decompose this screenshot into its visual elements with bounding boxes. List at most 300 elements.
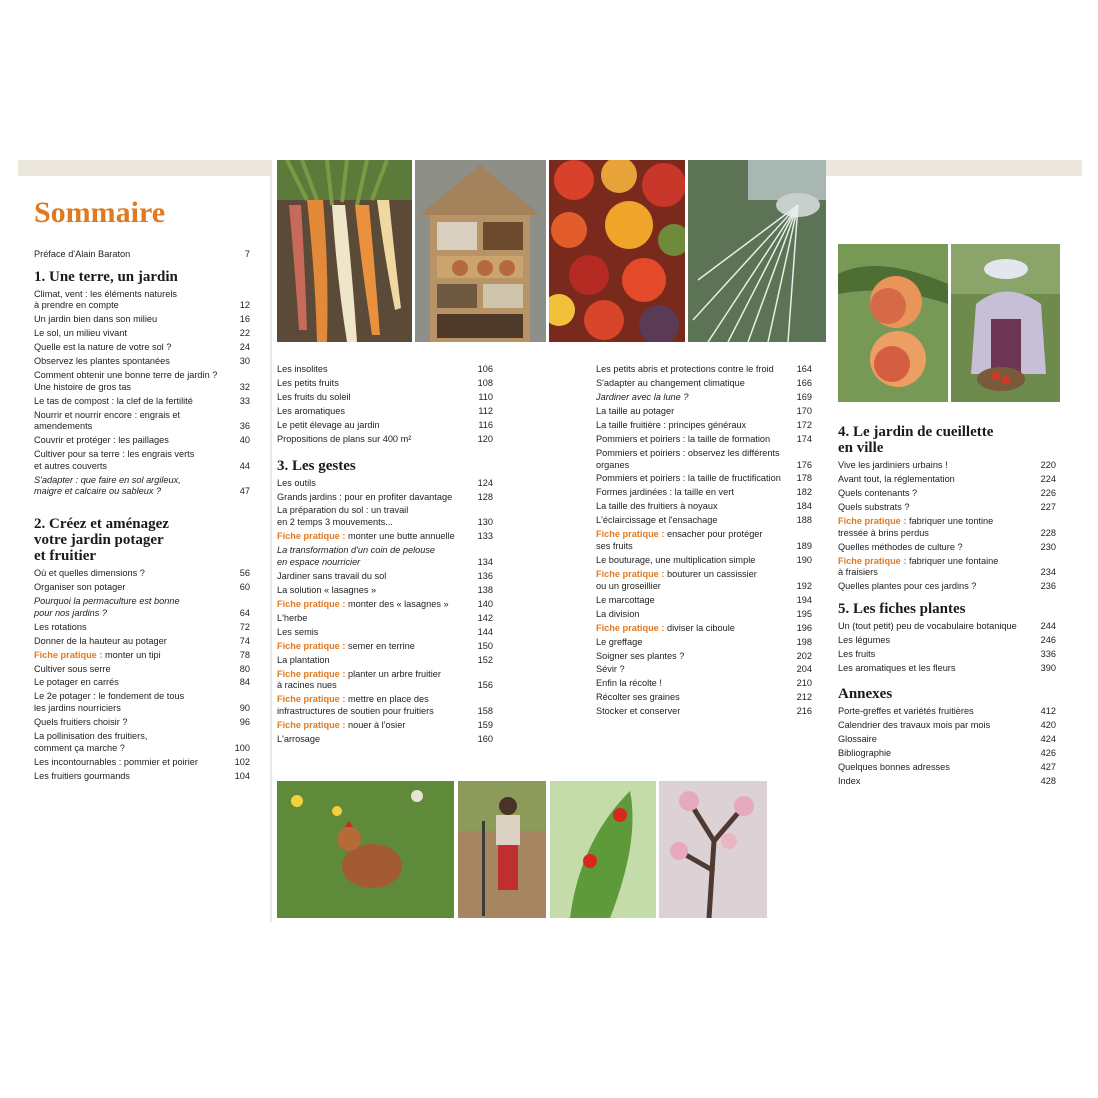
toc-entry[interactable] bbox=[34, 328, 250, 340]
toc-entry-label: La transformation d'un coin de pelouse en espace nourricier bbox=[277, 545, 436, 567]
toc-entry-label bbox=[277, 720, 478, 732]
toc-entry[interactable] bbox=[34, 757, 250, 769]
toc-entry-page: 12 bbox=[239, 300, 250, 311]
section-list-3-continued bbox=[596, 364, 812, 718]
toc-entry[interactable] bbox=[277, 669, 493, 692]
toc-entry[interactable] bbox=[277, 434, 493, 446]
toc-entry-page: 7 bbox=[244, 249, 250, 259]
toc-entry[interactable] bbox=[34, 475, 250, 498]
toc-entry[interactable] bbox=[34, 582, 250, 594]
section-title-1: 1. Une terre, un jardin bbox=[34, 268, 178, 285]
toc-entry-page: 224 bbox=[1040, 473, 1056, 484]
toc-entry-label: Les semis bbox=[277, 626, 319, 637]
section-list-4 bbox=[838, 460, 1056, 593]
toc-entry-page: 196 bbox=[796, 622, 812, 633]
toc-entry-label: Le sol, un milieu vivant bbox=[34, 328, 127, 339]
toc-entry-text: planter un arbre fruitier à racines nues bbox=[277, 668, 441, 691]
toc-entry[interactable] bbox=[838, 556, 1056, 579]
toc-entry-label: La préparation du sol : un travail en 2 temps 3 mouvements... bbox=[277, 505, 409, 528]
toc-entry-page: 60 bbox=[239, 581, 250, 592]
toc-entry-page: 192 bbox=[796, 580, 812, 591]
toc-entry-page: 128 bbox=[477, 491, 493, 502]
toc-entry-page: 212 bbox=[796, 692, 812, 703]
toc-entry-text: diviser la ciboule bbox=[666, 622, 735, 633]
toc-entry[interactable] bbox=[34, 314, 250, 326]
toc-entry[interactable] bbox=[277, 734, 493, 746]
toc-entry-label bbox=[596, 569, 797, 592]
toc-entry-label: La taille fruitière : principes généraux bbox=[596, 419, 747, 430]
toc-entry-page: 134 bbox=[477, 556, 493, 567]
toc-entry-page: 236 bbox=[1040, 581, 1056, 592]
toc-entry-page: 244 bbox=[1040, 620, 1056, 631]
toc-entry[interactable] bbox=[34, 396, 250, 408]
fiche-pratique-label: Fiche pratique : bbox=[838, 515, 907, 526]
toc-entry-label: Donner de la hauteur au potager bbox=[34, 635, 167, 646]
toc-entry-label: Stocker et conserver bbox=[596, 706, 681, 717]
toc-entry[interactable] bbox=[34, 289, 250, 312]
toc-entry-label: L'éclaircissage et l'ensachage bbox=[596, 515, 718, 526]
toc-entry-label: Calendrier des travaux mois par mois bbox=[838, 720, 991, 731]
toc-entry-page: 112 bbox=[478, 405, 493, 416]
toc-entry-label: Vive les jardiniers urbains ! bbox=[838, 460, 948, 470]
toc-entry-page: 133 bbox=[477, 531, 493, 542]
toc-entry[interactable] bbox=[838, 663, 1056, 675]
toc-entry[interactable] bbox=[277, 406, 493, 418]
fiche-pratique-label: Fiche pratique : bbox=[596, 568, 665, 579]
toc-entry-text: monter un tipi bbox=[104, 649, 161, 660]
toc-entry[interactable] bbox=[277, 655, 493, 667]
toc-entry-page: 158 bbox=[477, 705, 493, 716]
toc-entry-label: La plantation bbox=[277, 654, 330, 665]
toc-entry-page: 64 bbox=[239, 607, 250, 618]
toc-entry-page: 420 bbox=[1040, 720, 1056, 731]
section-list-2 bbox=[34, 568, 250, 782]
toc-entry[interactable] bbox=[34, 356, 250, 368]
toc-entry-page: 228 bbox=[1040, 527, 1056, 538]
toc-entry-label: Les fruits bbox=[838, 648, 876, 659]
toc-entry[interactable] bbox=[34, 771, 250, 783]
toc-entry-page: 189 bbox=[796, 541, 812, 552]
photo-gardener bbox=[458, 781, 546, 918]
toc-entry-text: monter une butte annuelle bbox=[347, 531, 455, 542]
toc-entry-label: Les fruitiers gourmands bbox=[34, 770, 131, 781]
toc-entry-page: 22 bbox=[239, 328, 250, 339]
section-list-2-continued bbox=[277, 364, 493, 446]
toc-entry-label: Les petits fruits bbox=[277, 377, 339, 388]
toc-entry[interactable] bbox=[596, 678, 812, 690]
toc-entry-page: 152 bbox=[477, 654, 493, 665]
section-title-5: 5. Les fiches plantes bbox=[838, 600, 966, 617]
toc-entry[interactable] bbox=[34, 449, 250, 472]
toc-entry-label: Quelles méthodes de culture ? bbox=[838, 541, 963, 552]
toc-entry-page: 116 bbox=[478, 419, 493, 430]
toc-entry[interactable] bbox=[277, 585, 493, 597]
toc-entry-page: 159 bbox=[477, 719, 493, 730]
toc-entry-label bbox=[596, 529, 797, 552]
toc-entry-page: 170 bbox=[796, 405, 812, 416]
toc-entry[interactable] bbox=[838, 516, 1056, 539]
toc-entry-page: 144 bbox=[477, 626, 493, 637]
toc-entry-page: 96 bbox=[239, 717, 250, 728]
toc-entry-label: Le 2e potager : le fondement de tous les jardins nourriciers bbox=[34, 691, 185, 714]
toc-entry[interactable] bbox=[596, 487, 812, 499]
toc-entry[interactable] bbox=[34, 677, 250, 689]
toc-entry[interactable] bbox=[596, 473, 812, 485]
toc-entry-page: 140 bbox=[477, 598, 493, 609]
toc-entry-text: ensacher pour protéger ses fruits bbox=[596, 529, 763, 552]
toc-entry[interactable] bbox=[596, 501, 812, 513]
toc-entry-page: 169 bbox=[796, 391, 812, 402]
toc-entry-text: fabriquer une tontine tressée à brins perdus bbox=[838, 515, 994, 538]
section-list-1 bbox=[34, 289, 250, 498]
toc-entry[interactable] bbox=[596, 692, 812, 704]
toc-entry-page: 424 bbox=[1040, 734, 1056, 745]
toc-entry-page: 220 bbox=[1040, 460, 1056, 470]
photo-watering bbox=[688, 160, 826, 342]
toc-entry-text: mettre en place des infrastructures de soutien pour fruitiers bbox=[277, 694, 434, 716]
section-title-2: 2. Créez et aménagez votre jardin potager et fruitier bbox=[34, 516, 169, 564]
toc-entry[interactable] bbox=[596, 623, 812, 635]
fiche-pratique-label: Fiche pratique : bbox=[277, 668, 346, 679]
fiche-pratique-label: Fiche pratique : bbox=[596, 529, 665, 540]
toc-entry-page: 234 bbox=[1040, 567, 1056, 578]
toc-entry[interactable] bbox=[277, 641, 493, 653]
toc-entry-label: Les légumes bbox=[838, 634, 891, 645]
toc-entry-label: L'arrosage bbox=[277, 733, 321, 744]
toc-entry-page: 100 bbox=[234, 742, 250, 753]
toc-entry-page: 204 bbox=[796, 664, 812, 675]
toc-entry-label bbox=[596, 623, 797, 635]
toc-entry-label: Formes jardinées : la taille en vert bbox=[596, 487, 734, 498]
toc-entry-page: 32 bbox=[239, 381, 250, 392]
section-title-4: 4. Le jardin de cueillette en ville bbox=[838, 424, 994, 456]
toc-entry[interactable] bbox=[838, 734, 1056, 746]
toc-entry-label: Le greffage bbox=[596, 636, 643, 647]
toc-entry[interactable] bbox=[34, 636, 250, 648]
toc-entry-page: 24 bbox=[239, 342, 250, 353]
toc-entry-label: Pommiers et poiriers : la taille de formation bbox=[596, 433, 771, 444]
toc-entry-label: Les aromatiques bbox=[277, 405, 345, 416]
photo-blossoms bbox=[659, 781, 767, 918]
toc-entry-page: 33 bbox=[239, 395, 250, 406]
toc-entry[interactable] bbox=[277, 613, 493, 625]
toc-entry-page: 160 bbox=[477, 733, 493, 744]
toc-entry[interactable] bbox=[277, 478, 493, 490]
toc-entry-page: 176 bbox=[796, 459, 812, 470]
toc-entry-page: 226 bbox=[1040, 487, 1056, 498]
toc-entry-page: 136 bbox=[477, 570, 493, 581]
toc-entry-text: nouer à l'osier bbox=[347, 719, 406, 730]
toc-entry-label: La solution « lasagnes » bbox=[277, 584, 377, 595]
toc-entry-page: 336 bbox=[1040, 648, 1056, 659]
toc-entry-page: 142 bbox=[477, 612, 493, 623]
toc-entry-text: fabriquer une fontaine à fraisiers bbox=[838, 555, 999, 578]
toc-entry-label: Les fruits du soleil bbox=[277, 391, 351, 402]
toc-entry-page: 178 bbox=[796, 473, 812, 484]
toc-entry-label: Un (tout petit) peu de vocabulaire botanique bbox=[838, 620, 1017, 631]
toc-entry[interactable] bbox=[34, 691, 250, 714]
toc-entry-page: 164 bbox=[796, 364, 812, 374]
toc-entry-page: 426 bbox=[1040, 748, 1056, 759]
toc-entry[interactable] bbox=[838, 621, 1056, 633]
toc-entry-page: 166 bbox=[796, 377, 812, 388]
toc-entry[interactable] bbox=[596, 434, 812, 446]
toc-entry[interactable] bbox=[838, 762, 1056, 774]
toc-entry-label: Quelques bonnes adresses bbox=[838, 762, 950, 773]
toc-entry-page: 16 bbox=[239, 314, 250, 325]
toc-entry[interactable] bbox=[596, 378, 812, 390]
section-list-5 bbox=[838, 621, 1056, 675]
toc-entry-label: S'adapter : que faire en sol argileux, maigre et calcaire ou sableux ? bbox=[34, 474, 181, 497]
toc-entry-label: Les outils bbox=[277, 477, 316, 488]
toc-entry-label: Bibliographie bbox=[838, 748, 892, 759]
toc-entry[interactable] bbox=[596, 364, 812, 376]
toc-entry[interactable] bbox=[838, 649, 1056, 661]
toc-entry-label: Glossaire bbox=[838, 734, 877, 745]
fiche-pratique-label: Fiche pratique : bbox=[277, 531, 346, 542]
toc-entry-page: 428 bbox=[1040, 776, 1056, 787]
toc-entry[interactable] bbox=[596, 609, 812, 621]
toc-entry-page: 104 bbox=[234, 770, 250, 781]
toc-entry-page: 56 bbox=[239, 568, 250, 578]
toc-entry-page: 90 bbox=[239, 703, 250, 714]
toc-entry-page: 36 bbox=[239, 421, 250, 432]
toc-entry[interactable] bbox=[838, 720, 1056, 732]
toc-entry[interactable] bbox=[277, 627, 493, 639]
toc-entry-page: 80 bbox=[239, 663, 250, 674]
toc-entry[interactable] bbox=[277, 492, 493, 504]
toc-entry-label: La division bbox=[596, 608, 640, 619]
toc-entry-page: 72 bbox=[239, 621, 250, 632]
toc-entry-page: 230 bbox=[1040, 541, 1056, 552]
toc-entry[interactable] bbox=[277, 392, 493, 404]
toc-entry-label: Jardiner avec la lune ? bbox=[596, 391, 689, 402]
toc-entry-label: Les insolites bbox=[277, 364, 328, 374]
toc-entry-page: 202 bbox=[796, 650, 812, 661]
fiche-pratique-label: Fiche pratique : bbox=[277, 719, 346, 730]
toc-entry-label bbox=[838, 516, 1041, 539]
toc-entry-label: Jardiner sans travail du sol bbox=[277, 570, 387, 581]
fiche-pratique-label: Fiche pratique : bbox=[838, 555, 907, 566]
toc-entry[interactable] bbox=[277, 364, 493, 376]
toc-entry[interactable] bbox=[34, 664, 250, 676]
toc-entry-label: Les incontournables : pommier et poirier bbox=[34, 756, 198, 767]
toc-entry-page: 194 bbox=[796, 594, 812, 605]
toc-entry-label: Le tas de compost : la clef de la fertilité bbox=[34, 395, 193, 406]
toc-entry-label: Avant tout, la réglementation bbox=[838, 473, 955, 484]
toc-entry-label: Quels substrats ? bbox=[838, 501, 910, 512]
toc-entry-page: 124 bbox=[477, 477, 493, 488]
toc-entry[interactable] bbox=[838, 776, 1056, 788]
fiche-pratique-label: Fiche pratique : bbox=[34, 649, 103, 660]
toc-entry-label: Les aromatiques et les fleurs bbox=[838, 662, 956, 673]
toc-entry-label: Pourquoi la permaculture est bonne pour nos jardins ? bbox=[34, 595, 180, 618]
toc-entry-preface[interactable] bbox=[34, 249, 250, 261]
toc-entry[interactable] bbox=[34, 435, 250, 447]
toc-entry-page: 30 bbox=[239, 356, 250, 367]
toc-entry-page: 138 bbox=[477, 584, 493, 595]
photo-hen bbox=[277, 781, 454, 918]
toc-entry-page: 190 bbox=[796, 555, 812, 565]
toc-entry-page: 110 bbox=[478, 391, 493, 402]
toc-entry[interactable] bbox=[596, 448, 812, 471]
toc-entry[interactable] bbox=[277, 505, 493, 528]
toc-entry-label: Quels contenants ? bbox=[838, 487, 918, 498]
toc-entry-page: 47 bbox=[239, 486, 250, 497]
toc-entry-label bbox=[277, 669, 478, 692]
toc-entry-label: Un jardin bien dans son milieu bbox=[34, 314, 158, 325]
toc-entry[interactable] bbox=[277, 571, 493, 583]
toc-entry-label: Soigner ses plantes ? bbox=[596, 650, 685, 661]
toc-entry[interactable] bbox=[34, 568, 250, 580]
toc-entry-label: La pollinisation des fruitiers, comment ça marche ? bbox=[34, 731, 148, 753]
toc-entry-label bbox=[277, 599, 478, 611]
toc-entry[interactable] bbox=[838, 542, 1056, 554]
toc-entry[interactable] bbox=[277, 720, 493, 732]
toc-entry[interactable] bbox=[596, 664, 812, 676]
photo-ladybugs bbox=[550, 781, 656, 918]
toc-entry-label: Cultiver pour sa terre : les engrais verts et autres couverts bbox=[34, 449, 195, 471]
toc-entry-label: La taille au potager bbox=[596, 405, 675, 416]
toc-entry-label: Quels fruitiers choisir ? bbox=[34, 717, 128, 728]
toc-entry-page: 182 bbox=[796, 487, 812, 498]
toc-entry-label: Climat, vent : les éléments naturels à prendre en compte bbox=[34, 288, 177, 311]
toc-entry-page: 102 bbox=[234, 756, 250, 767]
section-title-annexes: Annexes bbox=[838, 686, 893, 703]
toc-entry[interactable] bbox=[596, 392, 812, 404]
toc-entry-label: Préface d'Alain Baraton bbox=[34, 249, 131, 259]
toc-entry-label: Le potager en carrés bbox=[34, 677, 119, 688]
toc-entry-label: S'adapter au changement climatique bbox=[596, 377, 745, 388]
toc-entry-page: 150 bbox=[477, 640, 493, 651]
fiche-pratique-label: Fiche pratique : bbox=[596, 622, 665, 633]
toc-entry-label: Où et quelles dimensions ? bbox=[34, 568, 145, 578]
toc-entry-page: 130 bbox=[477, 517, 493, 528]
fiche-pratique-label: Fiche pratique : bbox=[277, 640, 346, 651]
photo-insect-hotel bbox=[415, 160, 546, 342]
toc-entry-label: Le petit élevage au jardin bbox=[277, 419, 380, 430]
toc-entry[interactable] bbox=[596, 555, 812, 567]
toc-entry-page: 40 bbox=[239, 435, 250, 446]
photo-peaches bbox=[838, 244, 948, 402]
toc-entry-label: Pommiers et poiriers : la taille de fructification bbox=[596, 473, 781, 484]
toc-entry-label: Le bouturage, une multiplication simple bbox=[596, 555, 756, 565]
toc-entry-label bbox=[277, 531, 478, 543]
toc-entry-page: 390 bbox=[1040, 662, 1056, 673]
toc-entry-page: 216 bbox=[796, 706, 812, 717]
toc-entry-label: Grands jardins : pour en profiter davantage bbox=[277, 491, 453, 502]
toc-entry[interactable] bbox=[838, 488, 1056, 500]
toc-entry-label bbox=[277, 641, 478, 653]
toc-entry-label bbox=[838, 556, 1041, 579]
toc-entry-text: monter des « lasagnes » bbox=[347, 598, 449, 609]
toc-entry[interactable] bbox=[34, 410, 250, 433]
toc-entry-page: 108 bbox=[477, 377, 493, 388]
toc-entry[interactable] bbox=[596, 420, 812, 432]
toc-entry[interactable] bbox=[34, 622, 250, 634]
fiche-pratique-label: Fiche pratique : bbox=[277, 694, 346, 705]
toc-entry-label: Sévir ? bbox=[596, 664, 625, 675]
toc-entry[interactable] bbox=[277, 694, 493, 717]
toc-entry[interactable] bbox=[34, 650, 250, 662]
toc-entry-page: 74 bbox=[239, 635, 250, 646]
toc-entry-label: L'herbe bbox=[277, 612, 308, 623]
toc-entry[interactable] bbox=[596, 406, 812, 418]
toc-entry[interactable] bbox=[34, 731, 250, 754]
toc-column-3 bbox=[596, 364, 812, 720]
toc-entry-label: Enfin la récolte ! bbox=[596, 678, 662, 689]
toc-entry-label: Porte-greffes et variétés fruitières bbox=[838, 706, 974, 717]
toc-entry[interactable] bbox=[838, 635, 1056, 647]
toc-entry-label bbox=[277, 694, 478, 717]
toc-entry[interactable] bbox=[34, 370, 250, 393]
toc-entry[interactable] bbox=[596, 651, 812, 663]
toc-entry-label: Couvrir et protéger : les paillages bbox=[34, 435, 169, 446]
toc-entry[interactable] bbox=[596, 515, 812, 527]
toc-entry[interactable] bbox=[596, 706, 812, 718]
toc-entry[interactable] bbox=[277, 545, 493, 568]
toc-entry[interactable] bbox=[34, 342, 250, 354]
toc-entry[interactable] bbox=[277, 599, 493, 611]
toc-entry-page: 172 bbox=[796, 419, 812, 430]
toc-entry[interactable] bbox=[277, 378, 493, 390]
toc-entry-label: Organiser son potager bbox=[34, 581, 126, 592]
toc-entry-label bbox=[34, 650, 240, 662]
toc-entry-page: 412 bbox=[1040, 706, 1056, 717]
toc-entry-page: 174 bbox=[796, 433, 812, 444]
photo-carrots bbox=[277, 160, 412, 342]
section-list-3 bbox=[277, 478, 493, 746]
toc-entry-page: 227 bbox=[1040, 501, 1056, 512]
toc-entry-label: Les petits abris et protections contre le froid bbox=[596, 364, 774, 374]
toc-entry[interactable] bbox=[838, 502, 1056, 514]
toc-entry-page: 188 bbox=[796, 515, 812, 526]
toc-entry-page: 184 bbox=[796, 501, 812, 512]
toc-entry[interactable] bbox=[277, 531, 493, 543]
toc-entry-page: 195 bbox=[796, 608, 812, 619]
toc-column-4 bbox=[838, 416, 1056, 790]
toc-entry-page: 198 bbox=[796, 636, 812, 647]
toc-entry[interactable] bbox=[838, 460, 1056, 472]
toc-entry-label: Propositions de plans sur 400 m² bbox=[277, 433, 412, 444]
toc-entry-page: 156 bbox=[477, 680, 493, 691]
toc-entry[interactable] bbox=[596, 637, 812, 649]
toc-entry[interactable] bbox=[34, 717, 250, 729]
toc-entry-label: Index bbox=[838, 776, 861, 787]
toc-entry-text: semer en terrine bbox=[347, 640, 415, 651]
toc-entry[interactable] bbox=[596, 569, 812, 592]
toc-entry[interactable] bbox=[838, 706, 1056, 718]
toc-entry-page: 427 bbox=[1040, 762, 1056, 773]
photo-strawberry-picking bbox=[951, 244, 1060, 402]
toc-entry-label: La taille des fruitiers à noyaux bbox=[596, 501, 718, 512]
photo-tomatoes bbox=[549, 160, 685, 342]
toc-entry[interactable] bbox=[838, 748, 1056, 760]
toc-entry[interactable] bbox=[277, 420, 493, 432]
toc-entry[interactable] bbox=[838, 474, 1056, 486]
toc-entry[interactable] bbox=[596, 529, 812, 552]
toc-entry-page: 120 bbox=[477, 433, 493, 444]
toc-entry[interactable] bbox=[34, 596, 250, 619]
toc-entry-label: Pommiers et poiriers : observez les différents organes bbox=[596, 447, 780, 470]
section-title-3: 3. Les gestes bbox=[277, 457, 356, 474]
toc-entry[interactable] bbox=[838, 581, 1056, 593]
toc-entry-label: Observez les plantes spontanées bbox=[34, 356, 170, 367]
toc-entry-label: Quelles plantes pour ces jardins ? bbox=[838, 581, 977, 592]
toc-entry-label: Comment obtenir une bonne terre de jardin ? Une histoire de gros tas bbox=[34, 370, 218, 392]
toc-entry-page: 246 bbox=[1040, 634, 1056, 645]
toc-entry[interactable] bbox=[596, 595, 812, 607]
